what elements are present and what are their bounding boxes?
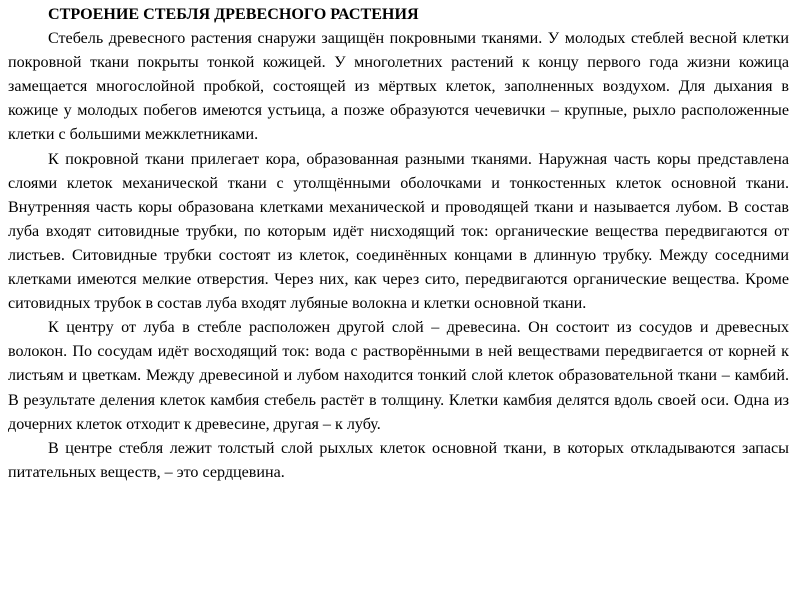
document-title: СТРОЕНИЕ СТЕБЛЯ ДРЕВЕСНОГО РАСТЕНИЯ	[48, 6, 419, 23]
paragraph-wood-cambium: К центру от луба в стебле расположен другой слой – древесина. Он состоит из сосудов и древесных волокон. По сосудам идёт восходящий ток: вода с растворёнными в ней веществами передвигается от корней к листьям и цветкам. Между древесиной и лубом находится тонкий слой клеток образовательной ткани – камбий. В результате деления клеток камбия стебель растёт в толщину. Клетки камбия делятся вдоль своей оси. Одна из дочерних клеток отходит к древесине, другая – к лубу.	[8, 319, 789, 433]
paragraph-pith: В центре стебля лежит толстый слой рыхлых клеток основной ткани, в которых откладываются запасы питательных веществ, – это сердцевина.	[8, 439, 789, 481]
paragraph-cover-tissue: Стебель древесного растения снаружи защищён покровными тканями. У молодых стеблей весной клетки покровной ткани покрыты тонкой кожицей. У многолетних растений к концу первого года жизни кожица замещается многослойной пробкой, состоящей из мёртвых клеток, заполненных воздухом. Для дыхания в кожице у молодых побегов имеются устьица, а позже образуются чечевички – крупные, рыхло расположенные клетки с большими межклетниками.	[8, 30, 789, 144]
document-body	[8, 3, 789, 485]
paragraph-bark-phloem: К покровной ткани прилегает кора, образованная разными тканями. Наружная часть коры представлена слоями клеток механической ткани с утолщёнными оболочками и тонкостенных клеток основной ткани. Внутренняя часть коры образована клетками механической и проводящей ткани и называется лубом. В состав луба входят ситовидные трубки, по которым идёт нисходящий ток: органические вещества передвигаются от листьев. Ситовидные трубки состоят из клеток, соединённых концами в длинную трубку. Между соседними клетками имеются мелкие отверстия. Через них, как через сито, передвигаются органические вещества. Кроме ситовидных трубок в состав луба входят лубяные волокна и клетки основной ткани.	[8, 150, 789, 313]
